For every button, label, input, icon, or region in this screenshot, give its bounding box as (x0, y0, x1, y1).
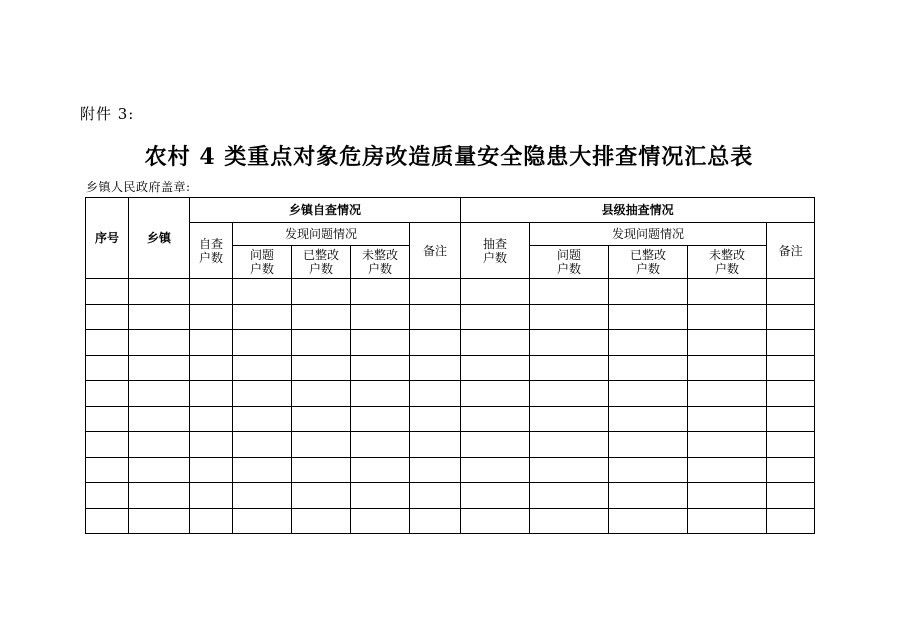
table-cell[interactable] (767, 355, 815, 381)
header-county-fixed-households: 已整改 户数 (609, 246, 688, 279)
table-cell[interactable] (767, 508, 815, 534)
table-cell[interactable] (86, 304, 129, 330)
table-cell[interactable] (190, 279, 233, 305)
table-cell[interactable] (461, 381, 530, 407)
table-cell[interactable] (292, 508, 351, 534)
table-cell[interactable] (767, 432, 815, 458)
table-cell[interactable] (86, 457, 129, 483)
header-self-remarks: 备注 (410, 223, 461, 279)
table-cell[interactable] (609, 381, 688, 407)
table-row (86, 355, 815, 381)
table-cell[interactable] (767, 381, 815, 407)
table-row (86, 432, 815, 458)
table-cell[interactable] (292, 483, 351, 509)
table-cell[interactable] (767, 457, 815, 483)
table-cell[interactable] (688, 355, 767, 381)
header-self-found-issues: 发现问题情况 (233, 223, 410, 246)
table-row (86, 304, 815, 330)
table-cell[interactable] (351, 381, 410, 407)
table-cell[interactable] (292, 381, 351, 407)
table-cell[interactable] (233, 508, 292, 534)
table-cell[interactable] (233, 457, 292, 483)
table-cell[interactable] (609, 355, 688, 381)
table-cell[interactable] (461, 279, 530, 305)
table-cell[interactable] (530, 483, 609, 509)
table-cell[interactable] (190, 508, 233, 534)
table-cell[interactable] (688, 432, 767, 458)
table-cell[interactable] (461, 483, 530, 509)
table-row (86, 330, 815, 356)
table-cell[interactable] (129, 355, 190, 381)
table-cell[interactable] (410, 381, 461, 407)
table-cell[interactable] (351, 508, 410, 534)
table-cell[interactable] (530, 330, 609, 356)
table-cell[interactable] (86, 330, 129, 356)
header-self-check: 乡镇自查情况 (190, 198, 461, 223)
table-cell[interactable] (461, 355, 530, 381)
table-cell[interactable] (129, 381, 190, 407)
table-cell[interactable] (410, 279, 461, 305)
header-self-fixed-households: 已整改 户数 (292, 246, 351, 279)
table-cell[interactable] (767, 330, 815, 356)
table-row (86, 483, 815, 509)
table-cell[interactable] (351, 279, 410, 305)
table-cell[interactable] (190, 406, 233, 432)
table-cell[interactable] (688, 381, 767, 407)
table-cell[interactable] (688, 483, 767, 509)
table-cell[interactable] (86, 483, 129, 509)
table-cell[interactable] (190, 330, 233, 356)
table-cell[interactable] (688, 304, 767, 330)
header-county-remarks: 备注 (767, 223, 815, 279)
table-cell[interactable] (461, 457, 530, 483)
table-cell[interactable] (86, 381, 129, 407)
table-cell[interactable] (292, 304, 351, 330)
table-cell[interactable] (233, 406, 292, 432)
table-row (86, 508, 815, 534)
table-cell[interactable] (86, 355, 129, 381)
table-cell[interactable] (530, 432, 609, 458)
table-cell[interactable] (233, 279, 292, 305)
table-cell[interactable] (767, 279, 815, 305)
table-cell[interactable] (767, 483, 815, 509)
seal-label: 乡镇人民政府盖章: (86, 180, 191, 194)
header-self-issue-households: 问题 户数 (233, 246, 292, 279)
table-row (86, 381, 815, 407)
table-cell[interactable] (86, 508, 129, 534)
table-cell[interactable] (410, 304, 461, 330)
table-cell[interactable] (190, 483, 233, 509)
table-cell[interactable] (86, 432, 129, 458)
header-county-unfixed-households: 未整改 户数 (688, 246, 767, 279)
table-row (86, 457, 815, 483)
table-cell[interactable] (530, 508, 609, 534)
table-cell[interactable] (129, 508, 190, 534)
table-cell[interactable] (461, 432, 530, 458)
table-cell[interactable] (233, 381, 292, 407)
table-cell[interactable] (129, 330, 190, 356)
table-cell[interactable] (410, 355, 461, 381)
header-county-found-issues: 发现问题情况 (530, 223, 767, 246)
header-self-households: 自查 户数 (190, 223, 233, 279)
table-cell[interactable] (86, 406, 129, 432)
table-cell[interactable] (233, 330, 292, 356)
table-cell[interactable] (351, 457, 410, 483)
table-cell[interactable] (530, 381, 609, 407)
table-cell[interactable] (351, 483, 410, 509)
table-cell[interactable] (190, 457, 233, 483)
table-cell[interactable] (351, 330, 410, 356)
table-cell[interactable] (190, 304, 233, 330)
table-cell[interactable] (767, 304, 815, 330)
table-cell[interactable] (688, 406, 767, 432)
table-cell[interactable] (688, 457, 767, 483)
table-cell[interactable] (351, 355, 410, 381)
summary-table (85, 197, 815, 534)
table-row (86, 406, 815, 432)
table-cell[interactable] (609, 457, 688, 483)
table-cell[interactable] (461, 406, 530, 432)
table-cell[interactable] (410, 432, 461, 458)
table-cell[interactable] (86, 279, 129, 305)
table-cell[interactable] (292, 355, 351, 381)
table-cell[interactable] (688, 279, 767, 305)
table-cell[interactable] (609, 279, 688, 305)
table-cell[interactable] (129, 432, 190, 458)
table-cell[interactable] (190, 355, 233, 381)
table-cell[interactable] (410, 406, 461, 432)
table-cell[interactable] (292, 406, 351, 432)
table-cell[interactable] (129, 457, 190, 483)
header-county-households: 抽查 户数 (461, 223, 530, 279)
table-cell[interactable] (129, 406, 190, 432)
table-cell[interactable] (530, 304, 609, 330)
table-body (86, 279, 815, 534)
table-cell[interactable] (292, 279, 351, 305)
table-cell[interactable] (190, 381, 233, 407)
table-cell[interactable] (609, 483, 688, 509)
table-cell[interactable] (461, 330, 530, 356)
table-cell[interactable] (190, 432, 233, 458)
table-cell[interactable] (530, 279, 609, 305)
table-cell[interactable] (233, 432, 292, 458)
table-cell[interactable] (767, 406, 815, 432)
table-cell[interactable] (233, 355, 292, 381)
table-cell[interactable] (351, 304, 410, 330)
table-cell[interactable] (292, 432, 351, 458)
table-row (86, 279, 815, 305)
table-cell[interactable] (609, 432, 688, 458)
table-cell[interactable] (129, 279, 190, 305)
table-cell[interactable] (609, 330, 688, 356)
header-self-unfixed-households: 未整改 户数 (351, 246, 410, 279)
header-seq: 序号 (86, 198, 129, 279)
table-cell[interactable] (609, 304, 688, 330)
table-cell[interactable] (461, 508, 530, 534)
table-cell[interactable] (410, 330, 461, 356)
table-cell[interactable] (233, 483, 292, 509)
table-cell[interactable] (530, 355, 609, 381)
table-cell[interactable] (351, 432, 410, 458)
table-cell[interactable] (688, 330, 767, 356)
table-cell[interactable] (129, 304, 190, 330)
header-county-issue-households: 问题 户数 (530, 246, 609, 279)
table-cell[interactable] (410, 508, 461, 534)
table-cell[interactable] (233, 304, 292, 330)
table-cell[interactable] (351, 406, 410, 432)
table-cell[interactable] (530, 457, 609, 483)
table-cell[interactable] (292, 330, 351, 356)
table-cell[interactable] (609, 406, 688, 432)
header-county-check: 县级抽查情况 (461, 198, 815, 223)
header-township: 乡镇 (129, 198, 190, 279)
table-cell[interactable] (609, 508, 688, 534)
table-cell[interactable] (129, 483, 190, 509)
document-title: 农村 4 类重点对象危房改造质量安全隐患大排查情况汇总表 (144, 144, 754, 170)
table-cell[interactable] (461, 304, 530, 330)
attachment-label: 附件 3: (80, 105, 135, 123)
table-cell[interactable] (688, 508, 767, 534)
table-cell[interactable] (530, 406, 609, 432)
table-cell[interactable] (410, 457, 461, 483)
table-cell[interactable] (292, 457, 351, 483)
table-cell[interactable] (410, 483, 461, 509)
